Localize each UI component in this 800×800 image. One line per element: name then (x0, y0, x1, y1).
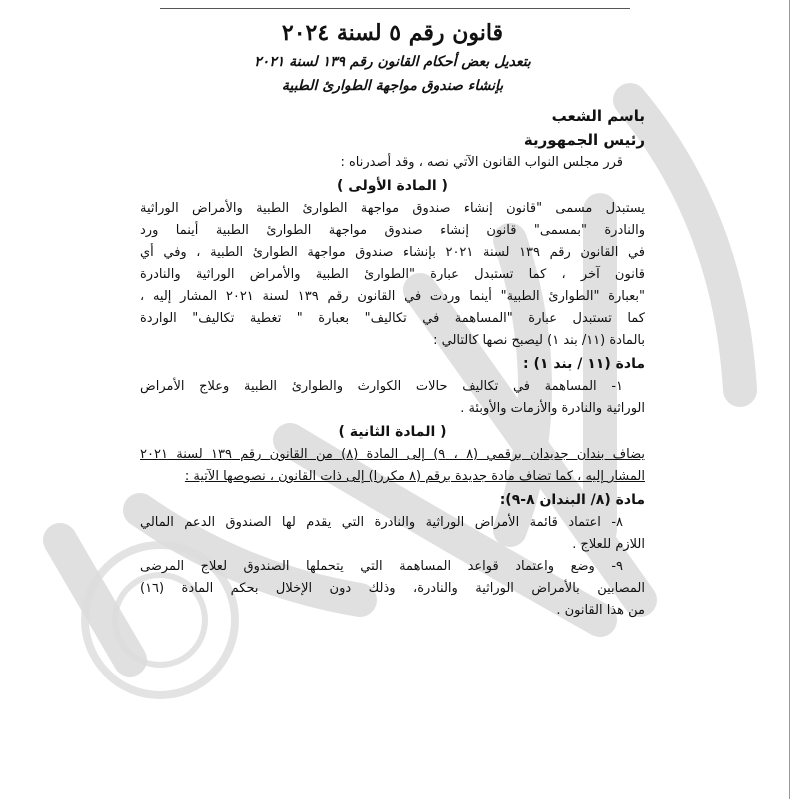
document-page (140, 10, 645, 622)
article-11-line: ١- المساهمة في تكاليف حالات الكوارث والطوارئ الطبية وعلاج الأمراض (140, 379, 623, 394)
right-border (789, 0, 790, 799)
article-1-line: والنادرة "بمسمى" قانون إنشاء صندوق مواجهة الطوارئ الطبية أينما ورد (140, 223, 645, 238)
article-1-line: بالمادة (١١/ بند ١) ليصبح نصها كالتالي : (433, 333, 645, 348)
article-2-heading: ( المادة الثانية ) (338, 424, 447, 440)
item-9-line: ٩- وضع واعتماد قواعد المساهمة التي يتحملها الصندوق لعلاج المرضى (140, 559, 623, 574)
article-1-line: "بعبارة "الطوارئ الطبية" أينما وردت في القانون رقم ١٣٩ لسنة ٢٠٢١ المشار إليه ، (140, 289, 645, 304)
article-8-label: مادة (٨/ البندان ٨-٩): (499, 492, 645, 508)
article-11-line: الوراثية والنادرة والأزمات والأوبئة . (460, 401, 645, 416)
article-1-line: كما تستبدل عبارة "المساهمة في تكاليف" بعبارة " تغطية تكاليف" الواردة (140, 311, 645, 326)
item-9-line: من هذا القانون . (556, 603, 645, 618)
article-1-heading: ( المادة الأولى ) (337, 178, 448, 194)
article-1-line: قانون آخر ، كما تستبدل عبارة "الطوارئ الطبية والأمراض الوراثية والنادرة (140, 267, 645, 282)
article-1-line: في القانون رقم ١٣٩ لسنة ٢٠٢١ بإنشاء صندوق مواجهة الطوارئ الطبية ، وفي أي (140, 245, 645, 260)
item-8-line: ٨- اعتماد قائمة الأمراض الوراثية والنادرة التي يقدم لها الصندوق الدعم المالي (140, 515, 623, 530)
president-heading: رئيس الجمهورية (523, 131, 645, 149)
law-subtitle-1: بتعديل بعض أحكام القانون رقم ١٣٩ لسنة ٢٠٢١ (254, 54, 531, 70)
item-9-line: المصابين بالأمراض الوراثية والنادرة، وذلك دون الإخلال بحكم المادة (١٦) (140, 581, 645, 596)
law-subtitle-2: بإنشاء صندوق مواجهة الطوارئ الطبية (281, 78, 504, 94)
law-title: قانون رقم ٥ لسنة ٢٠٢٤ (281, 20, 504, 46)
article-2-line: المشار إليه ، كما تضاف مادة جديدة برقم (٨ مكررا) إلى ذات القانون ، نصوصها الآتية : (184, 469, 645, 484)
article-2-line: يضاف بندان جديدان برقمي (٨ ، ٩) إلى المادة (٨) من القانون رقم ١٣٩ لسنة ٢٠٢١ (140, 447, 645, 462)
intro-line: قرر مجلس النواب القانون الآتي نصه ، وقد أصدرناه : (340, 155, 623, 170)
top-rule (160, 8, 630, 9)
article-11-label: مادة (١١ / بند ١) : (523, 356, 645, 372)
article-1-line: يستبدل مسمى "قانون إنشاء صندوق مواجهة الطوارئ الطبية والأمراض الوراثية (140, 201, 645, 216)
in-name-of-people: باسم الشعب (551, 107, 645, 125)
item-8-line: اللازم للعلاج . (572, 537, 645, 552)
